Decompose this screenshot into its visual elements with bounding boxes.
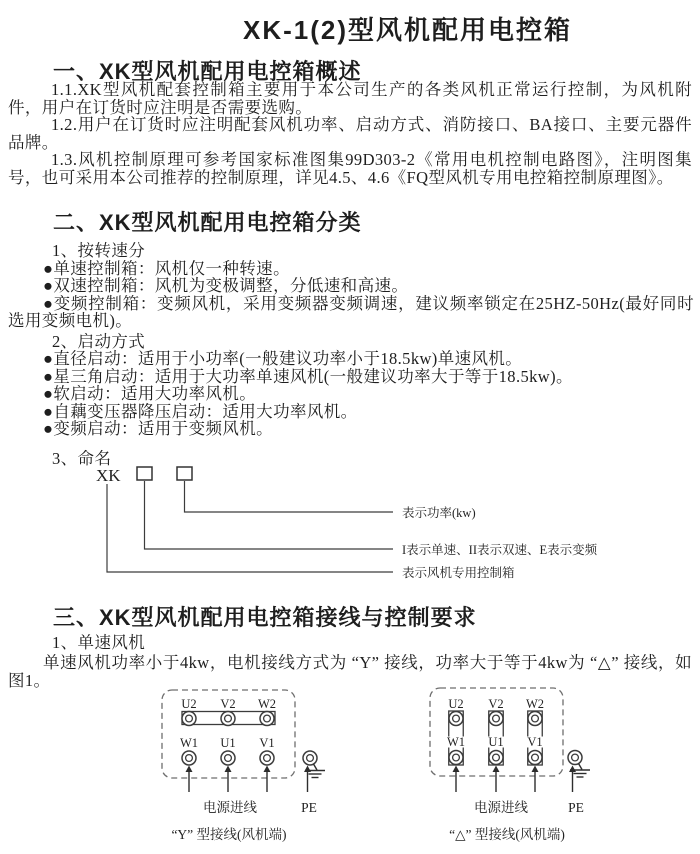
speed-group-label: 1、按转速分 (52, 241, 146, 260)
power-arrow-icon (532, 766, 539, 793)
power-arrow-icon (264, 766, 271, 793)
bullet-direct-start: ●直径启动：适用于小功率(一般建议功率小于18.5kw)单速风机。 (43, 349, 523, 368)
section-3-heading: 三、XK型风机配用电控箱接线与控制要求 (53, 605, 477, 630)
power-arrow-icon (493, 766, 500, 793)
callout-label-power: 表示功率(kw) (402, 506, 476, 520)
terminal-v2 (489, 712, 503, 726)
terminal-v1 (260, 751, 274, 765)
terminal-pe (303, 751, 317, 765)
y-diagram-caption: “Y” 型接线(风机端) (171, 827, 287, 842)
terminal-w2 (260, 712, 274, 726)
section-1-heading: 一、XK型风机配用电控箱概述 (53, 59, 362, 84)
terminal-label-w2: W2 (257, 697, 277, 711)
y-connection-diagram (162, 690, 325, 842)
bullet-autotransformer-start: ●自藕变压器降压启动：适用大功率风机。 (43, 401, 358, 421)
model-code-box-2 (177, 467, 192, 480)
bullet-dual-speed: ●双速控制箱：风机为变极调整，分低速和高速。 (43, 276, 409, 295)
naming-diagram (0, 460, 700, 595)
bullet-soft-start: ●软启动：适用大功率风机。 (43, 384, 257, 403)
power-arrow-icon (186, 766, 193, 793)
callout-label-prefix: 表示风机专用控制箱 (402, 566, 515, 580)
section-2-heading: 二、XK型风机配用电控箱分类 (53, 210, 362, 235)
start-group-label: 2、启动方式 (52, 331, 146, 351)
terminal-label-w2: W2 (525, 697, 545, 711)
callout-line-prefix (107, 484, 393, 572)
power-inlet-label: 电源进线 (203, 800, 257, 815)
power-arrow-icon (225, 766, 232, 793)
terminal-u2 (449, 712, 463, 726)
terminal-v2 (221, 712, 235, 726)
terminal-label-v2: V2 (220, 697, 236, 711)
section-1-body (8, 81, 692, 187)
terminal-label-v2: V2 (488, 697, 504, 711)
naming-group-label: 3、命名 (52, 448, 112, 468)
power-inlet-label: 电源进线 (474, 800, 528, 815)
terminal-w2 (528, 712, 542, 726)
section-3-paragraph: 单速风机功率小于4kw，电机接线方式为 “Y” 接线，功率大于等于4kw为 “△” 接线，如图1。 (8, 653, 692, 690)
single-speed-fan-label: 1、单速风机 (52, 633, 146, 652)
terminal-label-w1: W1 (446, 735, 466, 749)
pe-arrow-icon (304, 766, 311, 793)
terminal-label-u2: U2 (448, 697, 464, 711)
bullet-vfd-start: ●变频启动：适用于变频风机。 (43, 419, 274, 438)
paragraph-1-1: 1.1.XK型风机配套控制箱主要用于本公司生产的各类风机正常运行控制，为风机附件，用户在订货时应注明是否需要选购。 (8, 80, 692, 117)
terminal-pe (568, 751, 582, 765)
power-arrow-icon (453, 766, 460, 793)
terminal-label-w1: W1 (179, 736, 199, 750)
terminal-label-u1: U1 (220, 736, 236, 750)
terminal-label-v1: V1 (259, 736, 275, 750)
callout-line-speed-type (145, 481, 394, 549)
terminal-u1 (221, 751, 235, 765)
terminal-w1 (449, 751, 463, 765)
pe-label: PE (568, 800, 584, 815)
callout-line-power (185, 481, 394, 512)
terminal-u1 (489, 751, 503, 765)
delta-diagram-caption: “△” 型接线(风机端) (449, 827, 565, 842)
model-code-box-1 (137, 467, 152, 480)
paragraph-1-2: 1.2.用户在订货时应注明配套风机功率、启动方式、消防接口、BA接口、主要元器件品牌。 (8, 115, 692, 152)
terminal-label-v1: V1 (527, 735, 543, 749)
callout-label-speed-type: I表示单速、II表示双速、E表示变频 (402, 543, 598, 557)
delta-connection-diagram (430, 688, 590, 842)
pe-label: PE (301, 800, 317, 815)
terminal-label-u1: U1 (488, 735, 504, 749)
page-title: XK-1(2)型风机配用电控箱 (243, 15, 573, 45)
section-2-body (0, 242, 700, 467)
wiring-figure (0, 682, 700, 854)
terminal-u2 (182, 712, 196, 726)
bullet-star-delta-start: ●星三角启动：适用于大功率单速风机(一般建议功率大于等于18.5kw)。 (43, 366, 573, 386)
bullet-vfd: ●变频控制箱：变频风机，采用变频器变频调速，建议频率锁定在25HZ-50Hz(最好同时选用变频电机)。 (8, 293, 694, 330)
paragraph-1-3: 1.3.风机控制原理可参考国家标准图集99D303-2《常用电机控制电路图》，注明图集号，也可采用本公司推荐的控制原理，详见4.5、4.6《FQ型风机专用电控箱控制原理图》。 (8, 150, 692, 187)
terminal-label-u2: U2 (181, 697, 197, 711)
bullet-single-speed: ●单速控制箱：风机仅一种转速。 (43, 258, 290, 278)
model-prefix-label: XK (96, 466, 121, 485)
terminal-v1 (528, 751, 542, 765)
terminal-w1 (182, 751, 196, 765)
